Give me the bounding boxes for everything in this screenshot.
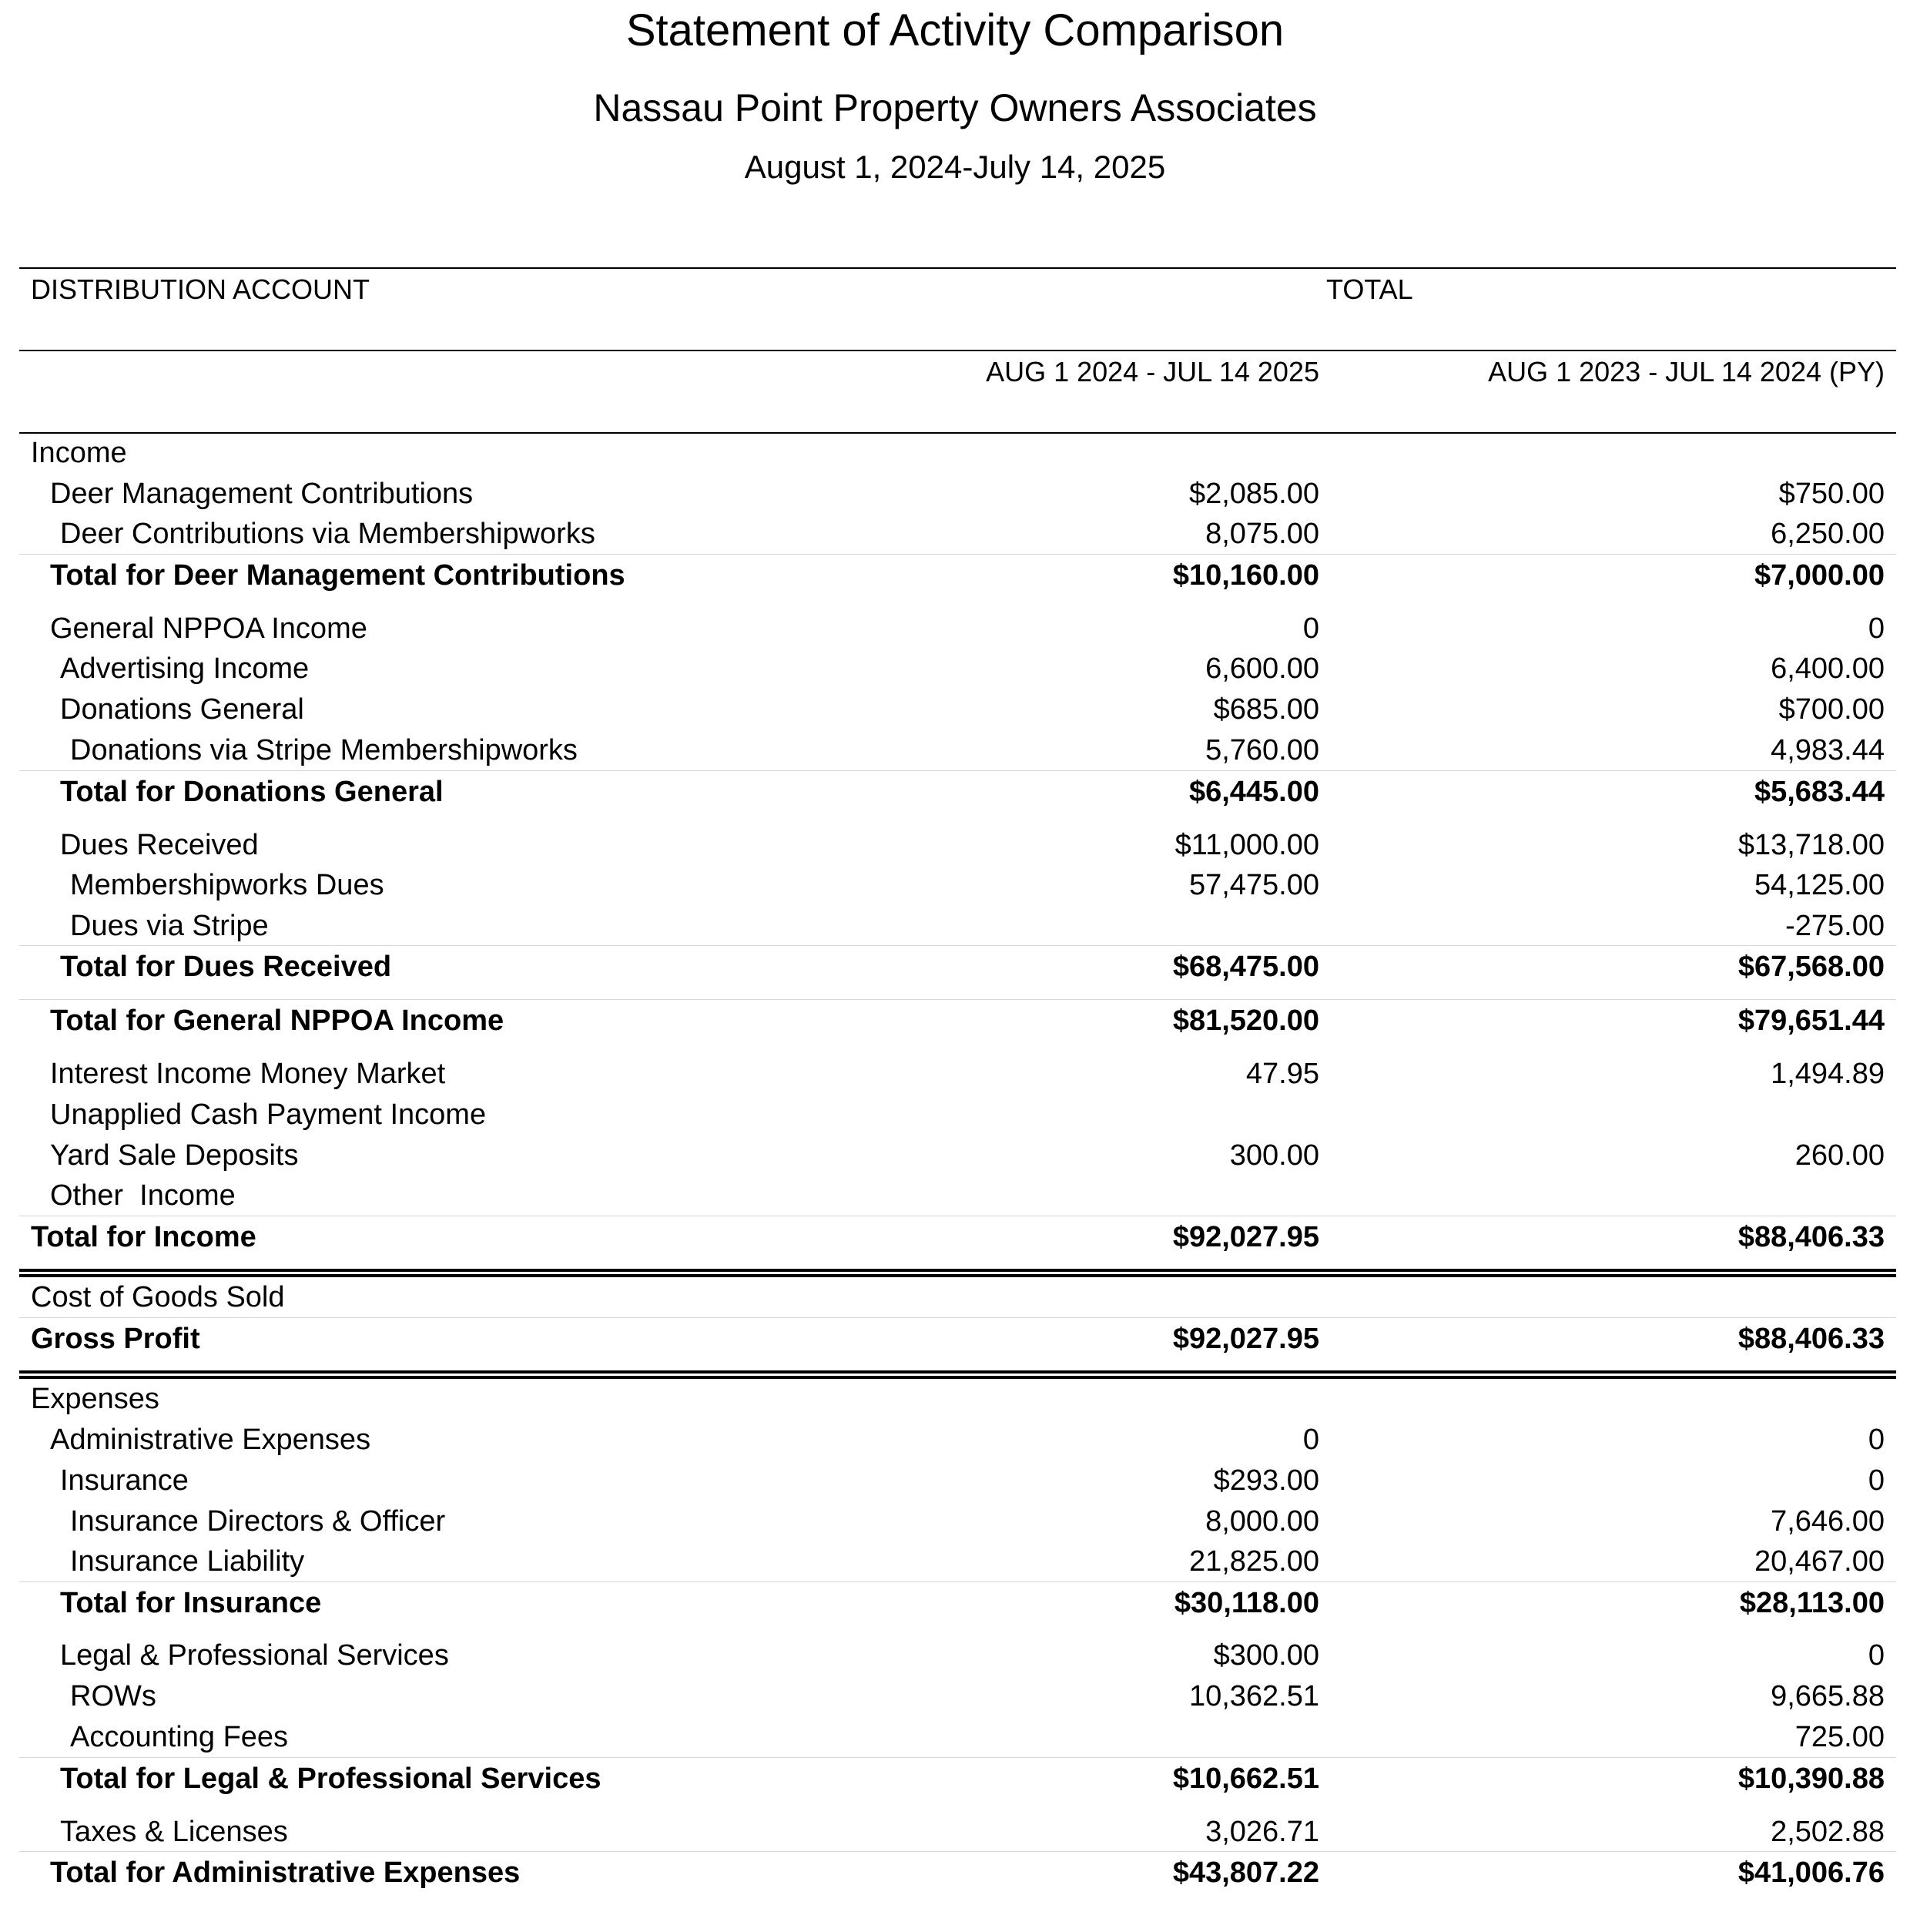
prior-value: 0 xyxy=(1868,1424,1885,1456)
row-label: Other Income xyxy=(50,1179,236,1212)
prior-value: 0 xyxy=(1868,1464,1885,1497)
prior-value: $10,390.88 xyxy=(1737,1763,1885,1795)
row-label: Expenses xyxy=(31,1383,159,1415)
column-header-total: TOTAL xyxy=(1326,273,1413,305)
prior-value: $67,568.00 xyxy=(1737,951,1885,983)
report-period: August 1, 2024-July 14, 2025 xyxy=(744,149,1166,185)
table-row xyxy=(0,731,1910,770)
current-value: 21,825.00 xyxy=(1188,1545,1319,1578)
prior-value: $7,000.00 xyxy=(1754,559,1885,592)
table-row xyxy=(0,609,1910,648)
prior-value: 1,494.89 xyxy=(1771,1058,1885,1090)
prior-value: -275.00 xyxy=(1785,910,1885,942)
current-value: 3,026.71 xyxy=(1205,1816,1319,1848)
row-label: Total for Income xyxy=(31,1221,256,1253)
subtotal-rule xyxy=(19,1581,1896,1582)
table-row xyxy=(0,826,1910,864)
table-row xyxy=(0,1176,1910,1215)
row-label: Dues Received xyxy=(60,829,259,861)
prior-value: $750.00 xyxy=(1778,478,1885,510)
row-label: Total for Insurance xyxy=(60,1587,322,1619)
subtotal-rule xyxy=(19,945,1896,946)
current-value: $685.00 xyxy=(1213,693,1319,726)
row-label: Total for Donations General xyxy=(60,776,444,808)
table-row xyxy=(0,1278,1910,1317)
row-label: Total for Dues Received xyxy=(60,951,392,983)
current-value: $92,027.95 xyxy=(1172,1323,1319,1355)
current-value: $2,085.00 xyxy=(1188,478,1319,510)
table-row xyxy=(0,1055,1910,1093)
table-row xyxy=(0,434,1910,472)
current-value: $30,118.00 xyxy=(1174,1587,1319,1619)
current-value: 5,760.00 xyxy=(1205,734,1319,766)
prior-value: $41,006.76 xyxy=(1737,1857,1885,1889)
current-value: 57,475.00 xyxy=(1188,869,1319,901)
double-rule xyxy=(19,1269,1896,1277)
row-label: Total for Legal & Professional Services xyxy=(60,1763,601,1795)
prior-value: 260.00 xyxy=(1794,1139,1885,1172)
prior-value: 2,502.88 xyxy=(1771,1816,1885,1848)
table-row xyxy=(0,690,1910,729)
row-label: General NPPOA Income xyxy=(50,612,367,645)
double-rule xyxy=(19,1370,1896,1379)
table-row-total xyxy=(0,1320,1910,1358)
row-label: Advertising Income xyxy=(60,652,310,685)
table-row-total xyxy=(0,1218,1910,1256)
table-row xyxy=(0,1380,1910,1418)
column-header-prior-period: AUG 1 2023 - JUL 14 2024 (PY) xyxy=(1488,356,1885,387)
current-value: 8,075.00 xyxy=(1205,518,1319,550)
row-label: Income xyxy=(31,437,127,469)
prior-value: 4,983.44 xyxy=(1771,734,1885,766)
row-label: Deer Contributions via Membershipworks xyxy=(60,518,595,550)
row-label: Total for Administrative Expenses xyxy=(50,1857,521,1889)
prior-value: 54,125.00 xyxy=(1754,869,1885,901)
row-label: Insurance Liability xyxy=(70,1545,305,1578)
table-row-total xyxy=(0,1759,1910,1798)
company-name: Nassau Point Property Owners Associates xyxy=(593,86,1317,129)
current-value: 47.95 xyxy=(1245,1058,1319,1090)
table-row xyxy=(0,1677,1910,1716)
prior-value: 9,665.88 xyxy=(1771,1680,1885,1712)
subtotal-rule xyxy=(19,554,1896,555)
table-row xyxy=(0,1542,1910,1581)
table-row xyxy=(0,1718,1910,1756)
current-value: $81,520.00 xyxy=(1172,1005,1319,1037)
current-value: 8,000.00 xyxy=(1205,1505,1319,1538)
prior-value: 725.00 xyxy=(1794,1721,1885,1753)
column-header-account: DISTRIBUTION ACCOUNT xyxy=(31,273,370,305)
row-label: Dues via Stripe xyxy=(70,910,269,942)
header-rule-middle xyxy=(19,350,1896,351)
current-value: 0 xyxy=(1302,1424,1319,1456)
report-title: Statement of Activity Comparison xyxy=(625,5,1285,55)
prior-value: $700.00 xyxy=(1778,693,1885,726)
column-header-current-period: AUG 1 2024 - JUL 14 2025 xyxy=(986,356,1319,387)
subtotal-rule xyxy=(19,1757,1896,1758)
row-label: Unapplied Cash Payment Income xyxy=(50,1098,487,1131)
table-row xyxy=(0,1636,1910,1675)
row-label: Donations General xyxy=(60,693,304,726)
prior-value: $5,683.44 xyxy=(1754,776,1885,808)
current-value: 10,362.51 xyxy=(1188,1680,1319,1712)
current-value: $43,807.22 xyxy=(1172,1857,1319,1889)
table-row-total xyxy=(0,1853,1910,1892)
prior-value: 6,250.00 xyxy=(1771,518,1885,550)
table-row-total xyxy=(0,948,1910,986)
current-value: 6,600.00 xyxy=(1205,652,1319,685)
prior-value: $88,406.33 xyxy=(1737,1323,1885,1355)
table-row-total xyxy=(0,773,1910,811)
row-label: Yard Sale Deposits xyxy=(50,1139,299,1172)
prior-value: 0 xyxy=(1868,612,1885,645)
current-value: $11,000.00 xyxy=(1174,829,1319,861)
table-row-total xyxy=(0,1001,1910,1040)
prior-value: $13,718.00 xyxy=(1737,829,1885,861)
prior-value: 20,467.00 xyxy=(1754,1545,1885,1578)
row-label: Donations via Stripe Membershipworks xyxy=(70,734,578,766)
table-row xyxy=(0,1813,1910,1851)
current-value: $300.00 xyxy=(1213,1639,1319,1672)
table-row-total xyxy=(0,556,1910,595)
table-row xyxy=(0,515,1910,553)
subtotal-rule xyxy=(19,999,1896,1000)
row-label: Legal & Professional Services xyxy=(60,1639,449,1672)
table-row xyxy=(0,1461,1910,1500)
row-label: Membershipworks Dues xyxy=(70,869,384,901)
current-value: 0 xyxy=(1302,612,1319,645)
row-label: Interest Income Money Market xyxy=(50,1058,446,1090)
prior-value: $79,651.44 xyxy=(1737,1005,1885,1037)
table-row xyxy=(0,907,1910,945)
current-value: $293.00 xyxy=(1213,1464,1319,1497)
row-label: Taxes & Licenses xyxy=(60,1816,288,1848)
table-row xyxy=(0,866,1910,904)
current-value: $6,445.00 xyxy=(1188,776,1319,808)
current-value: $68,475.00 xyxy=(1172,951,1319,983)
table-row xyxy=(0,1095,1910,1134)
row-label: Administrative Expenses xyxy=(50,1424,371,1456)
current-value: $10,662.51 xyxy=(1172,1763,1319,1795)
current-value: $92,027.95 xyxy=(1172,1221,1319,1253)
subtotal-rule xyxy=(19,1317,1896,1318)
current-value: 300.00 xyxy=(1229,1139,1319,1172)
row-label: Deer Management Contributions xyxy=(50,478,474,510)
row-label: Gross Profit xyxy=(31,1323,200,1355)
subtotal-rule xyxy=(19,1851,1896,1852)
row-label: Accounting Fees xyxy=(70,1721,289,1753)
table-row-total xyxy=(0,1584,1910,1622)
prior-value: 7,646.00 xyxy=(1771,1505,1885,1538)
table-row xyxy=(0,1136,1910,1175)
header-rule-top xyxy=(19,267,1896,269)
table-row xyxy=(0,475,1910,513)
prior-value: 0 xyxy=(1868,1639,1885,1672)
row-label: ROWs xyxy=(70,1680,156,1712)
table-row xyxy=(0,1502,1910,1541)
table-row xyxy=(0,649,1910,688)
row-label: Total for Deer Management Contributions xyxy=(50,559,625,592)
row-label: Insurance xyxy=(60,1464,189,1497)
prior-value: 6,400.00 xyxy=(1771,652,1885,685)
subtotal-rule xyxy=(19,770,1896,771)
prior-value: $28,113.00 xyxy=(1739,1587,1885,1619)
current-value: $10,160.00 xyxy=(1172,559,1319,592)
prior-value: $88,406.33 xyxy=(1737,1221,1885,1253)
row-label: Total for General NPPOA Income xyxy=(50,1005,504,1037)
table-row xyxy=(0,1420,1910,1459)
row-label: Insurance Directors & Officer xyxy=(70,1505,446,1538)
row-label: Cost of Goods Sold xyxy=(31,1281,285,1313)
